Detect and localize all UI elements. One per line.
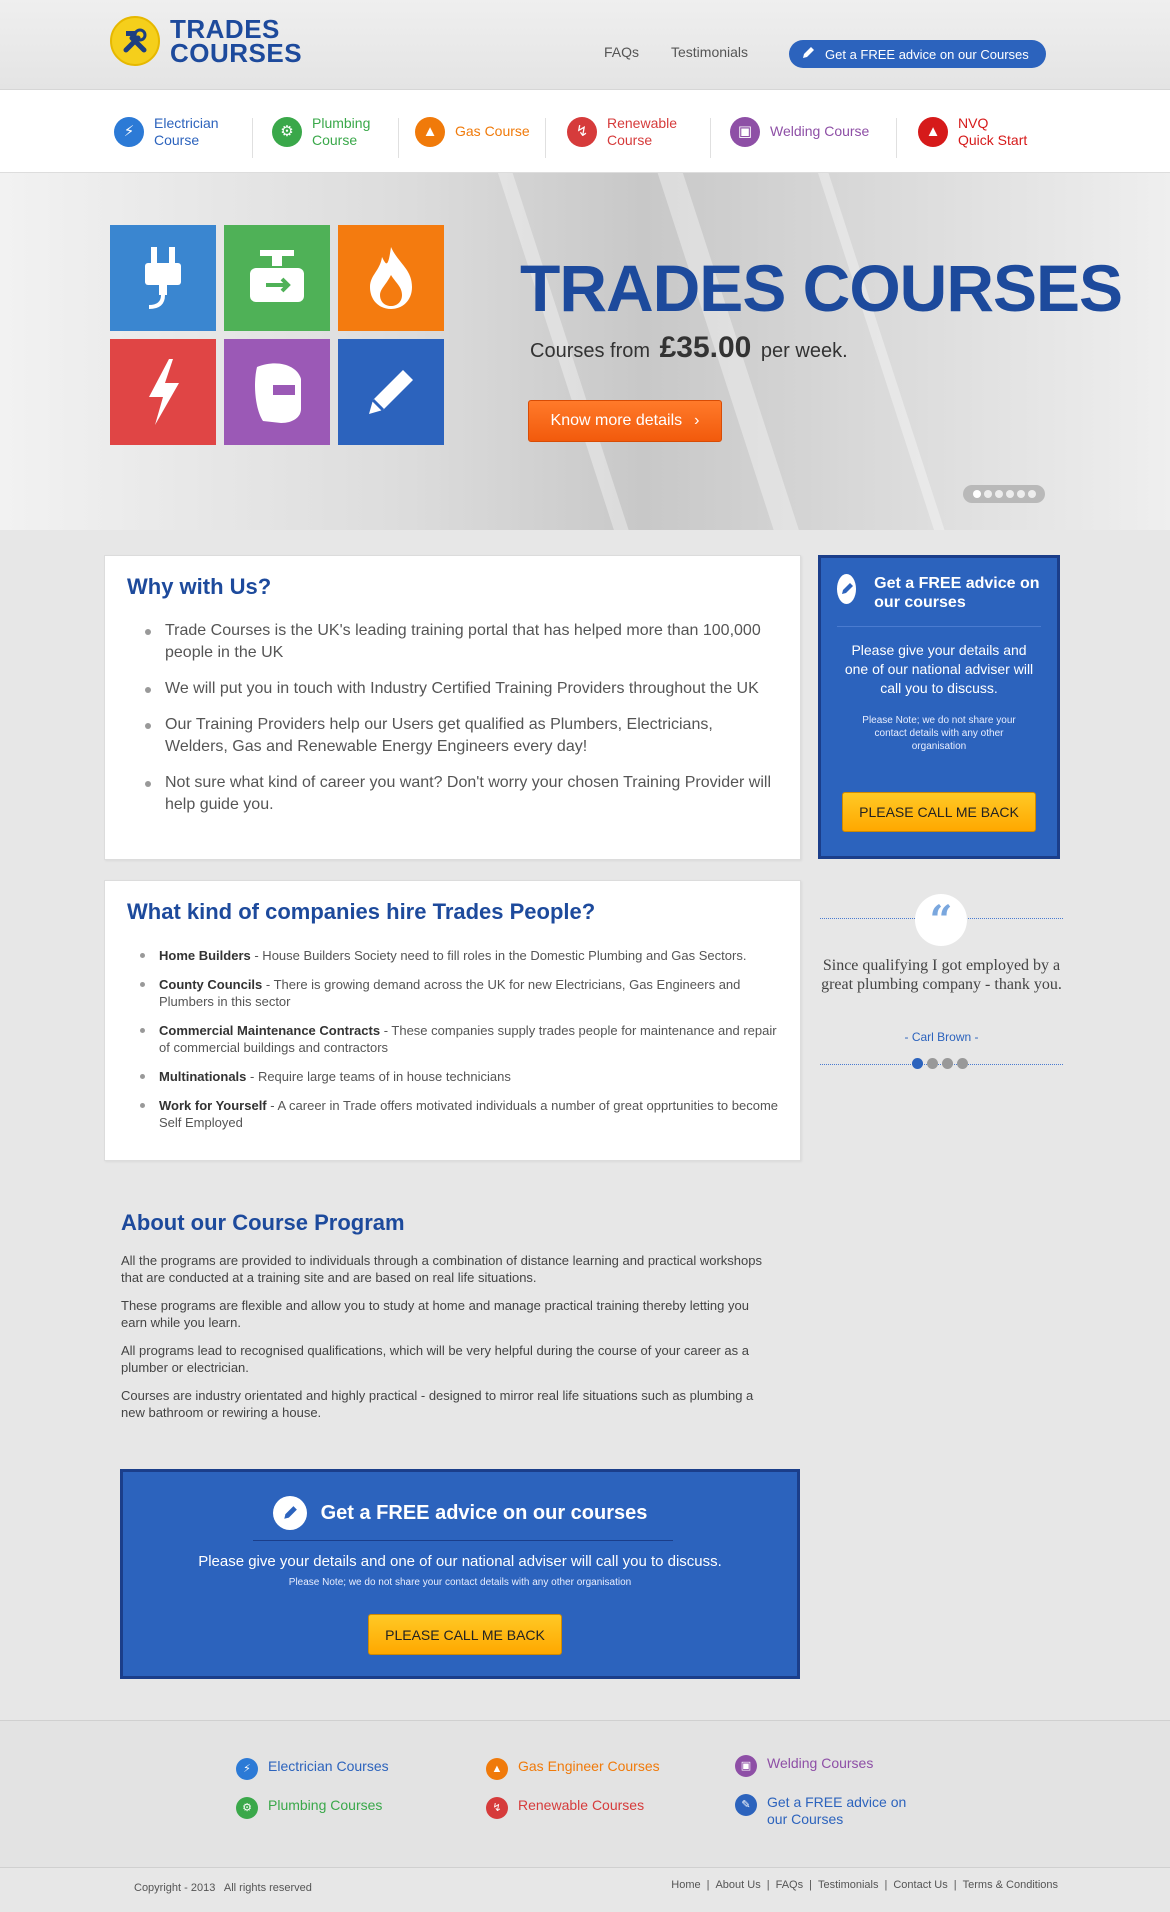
item-term: County Councils [159, 977, 263, 992]
divider [710, 118, 711, 158]
divider [896, 118, 897, 158]
nav-faqs[interactable]: FAQs [604, 44, 640, 60]
course-label: Welding Course [770, 123, 870, 139]
testimonial-author: - Carl Brown - [904, 1030, 979, 1044]
footer-link-label: Gas Engineer Courses [518, 1758, 660, 1774]
footer-link-electrician[interactable] [236, 1758, 389, 1780]
course-label: NVQ Quick Start [958, 114, 1028, 148]
plug-icon: ⚡ [114, 117, 144, 147]
call-back-button[interactable] [842, 792, 1036, 832]
about-paragraph: These programs are flexible and allow you to study at home and manage practical training thereby letting you earn while you learn. [121, 1298, 749, 1330]
tile-gas[interactable] [338, 225, 444, 331]
companies-panel [104, 880, 801, 1161]
valve-icon [242, 248, 312, 308]
footer-link-label: Renewable Courses [518, 1797, 645, 1813]
list-item [127, 1022, 778, 1056]
side-advice-title: Get a FREE advice on our courses [874, 575, 1040, 611]
course-label: Renewable Course [607, 114, 678, 148]
course-welding[interactable] [730, 90, 869, 173]
about-title: About our Course Program [121, 1210, 405, 1235]
bottom-advice-message: Please give your details and one of our national adviser will call you to discuss. [198, 1553, 722, 1570]
chevron-right-icon: › [694, 412, 700, 429]
logo-text: TRADES COURSES [170, 14, 303, 68]
bottom-advice-note: Please Note; we do not share your contact details with any other organisation [288, 1577, 632, 1588]
pencil-icon: ✎ [735, 1794, 757, 1816]
course-gas[interactable] [415, 90, 530, 173]
divider [253, 1540, 673, 1541]
tile-welding[interactable] [224, 339, 330, 445]
divider [545, 118, 546, 158]
know-more-button[interactable] [528, 400, 722, 442]
pencil-icon [363, 364, 419, 420]
bottom-nav-home[interactable]: Home [671, 1879, 701, 1891]
list-item [127, 947, 778, 964]
nav-separator: | [884, 1879, 888, 1891]
flame-icon [366, 245, 416, 311]
tile-advice[interactable] [338, 339, 444, 445]
site-logo[interactable] [110, 16, 302, 66]
footer-link-label: Get a FREE advice on our Courses [767, 1794, 907, 1827]
why-list [127, 620, 778, 816]
valve-icon: ⚙ [236, 1797, 258, 1819]
slider-dot[interactable] [995, 490, 1003, 498]
nav-separator: | [766, 1879, 770, 1891]
bottom-nav-testimonials[interactable]: Testimonials [817, 1879, 879, 1891]
item-text: - These companies supply trades people for maintenance and repair of commercial buildings and contractors [159, 1023, 777, 1055]
side-advice-message: Please give your details and one of our national adviser will call you to discuss. [844, 642, 1034, 696]
about-paragraph: All programs lead to recognised qualifications, which will be very helpful during the course of your career as a plumber or electrician. [121, 1343, 749, 1375]
footer-link-renewable[interactable] [486, 1797, 644, 1819]
course-plumbing[interactable] [272, 90, 370, 173]
footer-link-label: Welding Courses [767, 1755, 874, 1771]
bottom-nav [671, 1879, 1058, 1891]
divider [398, 118, 399, 158]
hero-title: TRADES COURSES [520, 251, 1123, 325]
slider-dot[interactable] [957, 1058, 968, 1069]
list-item [127, 976, 778, 1010]
welding-mask-icon: ▣ [735, 1755, 757, 1777]
item-term: Multinationals [159, 1069, 247, 1084]
bottom-advice-title: Get a FREE advice on our courses [320, 1501, 648, 1524]
item-term: Home Builders [159, 948, 251, 963]
course-label: Electrician Course [154, 114, 219, 148]
hero-subtitle [530, 331, 848, 365]
bottom-nav-faqs[interactable]: FAQs [775, 1879, 804, 1891]
welding-mask-icon: ▣ [730, 117, 760, 147]
valve-icon: ⚙ [272, 117, 302, 147]
lightning-icon: ↯ [567, 117, 597, 147]
list-item: Our Training Providers help our Users get qualified as Plumbers, Electricians, Welders, Gas and Renewable Energy Engineers every day! [127, 714, 778, 758]
item-text: - House Builders Society need to fill roles in the Domestic Plumbing and Gas Sectors. [250, 948, 747, 963]
hero-sub-prefix: Courses from [530, 340, 651, 362]
list-item: Not sure what kind of career you want? Don't worry your chosen Training Provider will help guide you. [127, 772, 778, 816]
footer-link-advice[interactable] [735, 1794, 906, 1828]
call-back-button[interactable] [368, 1614, 562, 1655]
list-item [127, 1097, 778, 1131]
side-advice-box [818, 555, 1060, 859]
tile-electrician[interactable] [110, 225, 216, 331]
quote-icon: “ [915, 894, 967, 946]
bottom-advice-box [120, 1469, 800, 1679]
footer-link-welding[interactable] [735, 1755, 873, 1777]
tools-logo-icon [110, 16, 160, 66]
footer-link-gas[interactable] [486, 1758, 660, 1780]
item-text: - There is growing demand across the UK for new Electricians, Gas Engineers and Plumbers in this sector [159, 977, 741, 1009]
header-advice-button[interactable] [789, 40, 1046, 68]
call-back-label: PLEASE CALL ME BACK [385, 1626, 545, 1643]
footer-links [0, 1720, 1170, 1868]
slider-dot[interactable] [1006, 490, 1014, 498]
item-text: - Require large teams of in house technicians [246, 1069, 511, 1084]
course-menu [0, 90, 1170, 173]
bottom-nav-contact[interactable]: Contact Us [893, 1879, 948, 1891]
slider-dot[interactable] [973, 490, 981, 498]
top-header [0, 0, 1170, 90]
testimonial-dots[interactable] [912, 1058, 968, 1069]
slider-dot[interactable] [927, 1058, 938, 1069]
copyright: Copyright - 2013 All rights reserved [134, 1882, 312, 1894]
why-title: Why with Us? [127, 574, 272, 599]
footer-link-label: Electrician Courses [268, 1758, 389, 1774]
item-text: - A career in Trade offers motivated individuals a number of great opprtunities to become Self Employed [159, 1098, 779, 1130]
nav-separator: | [953, 1879, 957, 1891]
about-section [121, 1210, 771, 1432]
lightning-icon [143, 357, 183, 427]
companies-title: What kind of companies hire Trades People? [127, 899, 596, 924]
item-term: Commercial Maintenance Contracts [159, 1023, 381, 1038]
footer-link-plumbing[interactable] [236, 1797, 382, 1819]
course-nvq[interactable] [918, 90, 1027, 173]
header-advice-label: Get a FREE advice on our Courses [825, 46, 1029, 62]
why-panel [104, 555, 801, 860]
slider-dot[interactable] [942, 1058, 953, 1069]
slider-dot[interactable] [1028, 490, 1036, 498]
pencil-icon [273, 1496, 307, 1530]
pencil-icon [837, 574, 856, 604]
slider-dot[interactable] [984, 490, 992, 498]
welding-mask-icon [247, 359, 307, 425]
course-label: Gas Course [455, 123, 530, 139]
plug-icon [133, 243, 193, 313]
flame-icon: ▲ [486, 1758, 508, 1780]
course-electrician[interactable] [114, 90, 219, 173]
about-paragraph: All the programs are provided to individuals through a combination of distance learning and practical workshops that are conducted at a training site and are based on real life situations. [121, 1253, 762, 1285]
nav-separator: | [809, 1879, 812, 1891]
hero-sub-suffix: per week. [760, 340, 848, 362]
pencil-icon [801, 46, 815, 63]
slider-dots[interactable] [963, 485, 1045, 503]
slider-dot[interactable] [912, 1058, 923, 1069]
nav-separator: | [706, 1879, 710, 1891]
graduation-cap-icon: ▲ [918, 117, 948, 147]
bottom-nav-terms[interactable]: Terms & Conditions [962, 1879, 1058, 1891]
testimonial [820, 890, 1063, 1072]
tile-renewable[interactable] [110, 339, 216, 445]
hero-price: £35.00 [659, 331, 752, 364]
testimonial-quote: Since qualifying I got employed by a great plumbing company - thank you. [821, 957, 1062, 993]
know-more-label: Know more details [550, 412, 683, 429]
lightning-icon: ↯ [486, 1797, 508, 1819]
slider-dot[interactable] [1017, 490, 1025, 498]
divider [252, 118, 253, 158]
hero-banner [0, 173, 1170, 530]
list-item: Trade Courses is the UK's leading training portal that has helped more than 100,000 people in the UK [127, 620, 778, 664]
plug-icon: ⚡ [236, 1758, 258, 1780]
footer-link-label: Plumbing Courses [268, 1797, 383, 1813]
tile-plumbing[interactable] [224, 225, 330, 331]
side-advice-note: Please Note; we do not share your contact details with any other organisation [862, 715, 1016, 752]
list-item [127, 1068, 778, 1085]
companies-list [127, 947, 778, 1131]
course-label: Plumbing Course [312, 114, 371, 148]
nav-testimonials[interactable]: Testimonials [671, 44, 749, 60]
course-renewable[interactable] [567, 90, 677, 173]
flame-icon: ▲ [415, 117, 445, 147]
call-back-label: PLEASE CALL ME BACK [859, 804, 1019, 820]
list-item: We will put you in touch with Industry Certified Training Providers throughout the UK [127, 678, 778, 700]
bottom-nav-about[interactable]: About Us [715, 1879, 761, 1891]
item-term: Work for Yourself [159, 1098, 267, 1113]
about-paragraph: Courses are industry orientated and highly practical - designed to mirror real life situations such as plumbing a new bathroom or rewiring a house. [121, 1388, 754, 1420]
